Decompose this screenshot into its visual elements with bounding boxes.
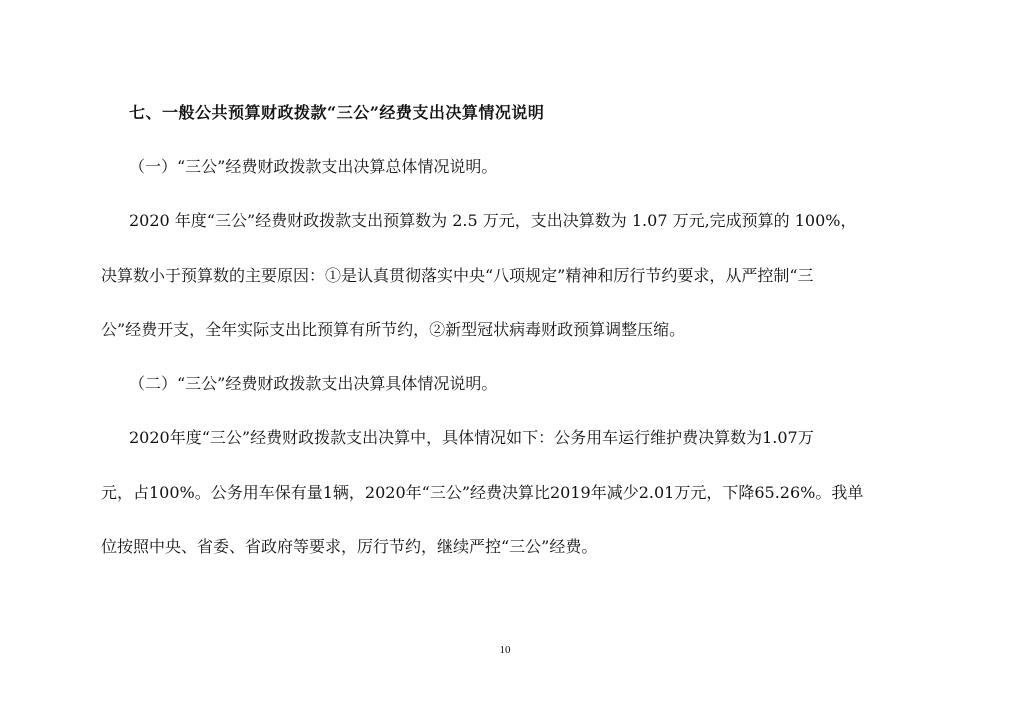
paragraph-1-line-3: 公”经费开支，全年实际支出比预算有所节约，②新型冠状病毒财政预算调整压缩。	[101, 320, 686, 339]
page-number: 10	[499, 644, 511, 656]
section-heading: 七、一般公共预算财政拨款“三公”经费支出决算情况说明	[129, 103, 545, 122]
paragraph-2-line-3: 位按照中央、省委、省政府等要求，厉行节约，继续严控“三公”经费。	[101, 537, 598, 556]
subsection-heading-2: （二）“三公”经费财政拨款支出决算具体情况说明。	[129, 374, 498, 393]
subsection-heading-1: （一）“三公”经费财政拨款支出决算总体情况说明。	[129, 157, 498, 176]
paragraph-1-line-1: 2020 年度“三公”经费财政拨款支出预算数为 2.5 万元，支出决算数为 1.07 万元,完成预算的 100%，	[129, 211, 857, 230]
paragraph-2-line-2: 元，占100%。公务用车保有量1辆，2020年“三公”经费决算比2019年减少2.01万元，下降65.26%。我单	[101, 483, 864, 502]
paragraph-1-line-2: 决算数小于预算数的主要原因：①是认真贯彻落实中央“八项规定”精神和厉行节约要求，从严控制“三	[101, 266, 814, 285]
paragraph-2-line-1: 2020年度“三公”经费财政拨款支出决算中，具体情况如下：公务用车运行维护费决算数为1.07万	[129, 428, 814, 447]
